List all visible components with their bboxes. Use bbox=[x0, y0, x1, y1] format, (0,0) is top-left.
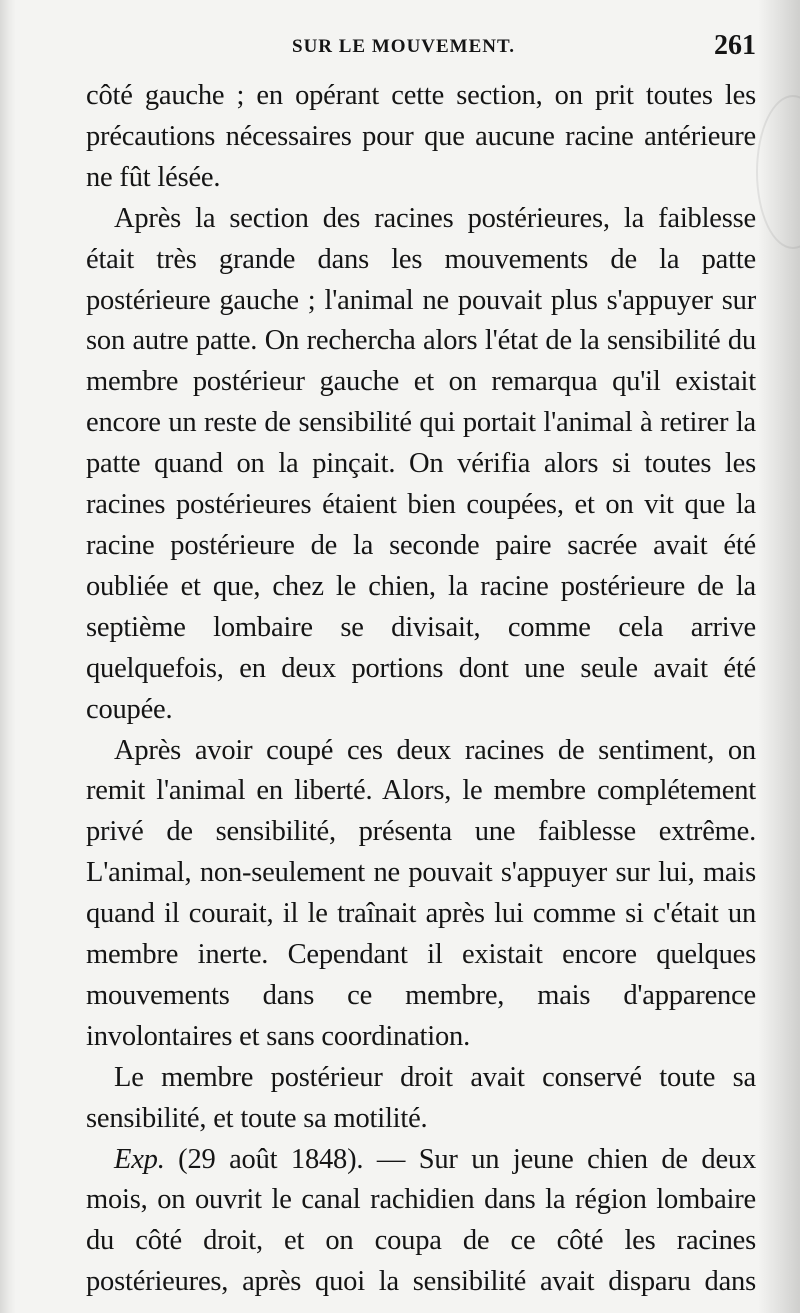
paragraph-right-limb: Le membre postérieur droit avait conservé toute sa sensibilité, et toute sa motilité. bbox=[86, 1061, 756, 1134]
page-header bbox=[86, 30, 756, 66]
experiment-text: (29 août 1848). — Sur un jeune chien de deux mois, on ouvrit le canal rachidien dans la région lombaire du côté droit, et on coupa de ce côté les racines postérieures, après quoi la sensibilité avait disparu dans bbox=[86, 1143, 756, 1298]
paragraph-section-posterior-roots: Après la section des racines postérieures, la faiblesse était très grande dans les mouvements de la patte postérieure gauche ; l'animal ne pouvait plus s'appuyer sur son autre patte. On rechercha alors l'état de la sensibilité du membre postérieur gauche et on remarqua qu'il existait encore un reste de sensibilité qui portait l'animal à retirer la patte quand on la pinçait. On vérifia alors si toutes les racines postérieures étaient bien coupées, et on vit que la racine postérieure de la seconde paire sacrée avait été oubliée et que, chez le chien, la racine postérieure de la septième lombaire se divisait, comme cela arrive quelquefois, en deux portions dont une seule avait été coupée. bbox=[86, 202, 756, 725]
page-body bbox=[86, 76, 756, 1303]
page-number: 261 bbox=[714, 30, 756, 61]
experiment-label: Exp. bbox=[114, 1143, 165, 1175]
paragraph-experiment bbox=[86, 1140, 756, 1304]
paragraph-continuation: côté gauche ; en opérant cette section, on prit toutes les précautions nécessaires pour que aucune racine antérieure ne fût lésée. bbox=[86, 80, 756, 193]
running-title: SUR LE MOUVEMENT. bbox=[292, 36, 516, 57]
paragraph-after-cutting: Après avoir coupé ces deux racines de sentiment, on remit l'animal en liberté. Alors, le membre complétement privé de sensibilité, présenta une faiblesse extrême. L'animal, non-seulement ne pouvait s'appuyer sur lui, mais quand il courait, il le traînait après lui comme si c'était un membre inerte. Cependant il existait encore quelques mouvements dans ce membre, mais d'apparence involontaires et sans coordination. bbox=[86, 734, 756, 1052]
scan-left-edge bbox=[0, 0, 16, 1313]
